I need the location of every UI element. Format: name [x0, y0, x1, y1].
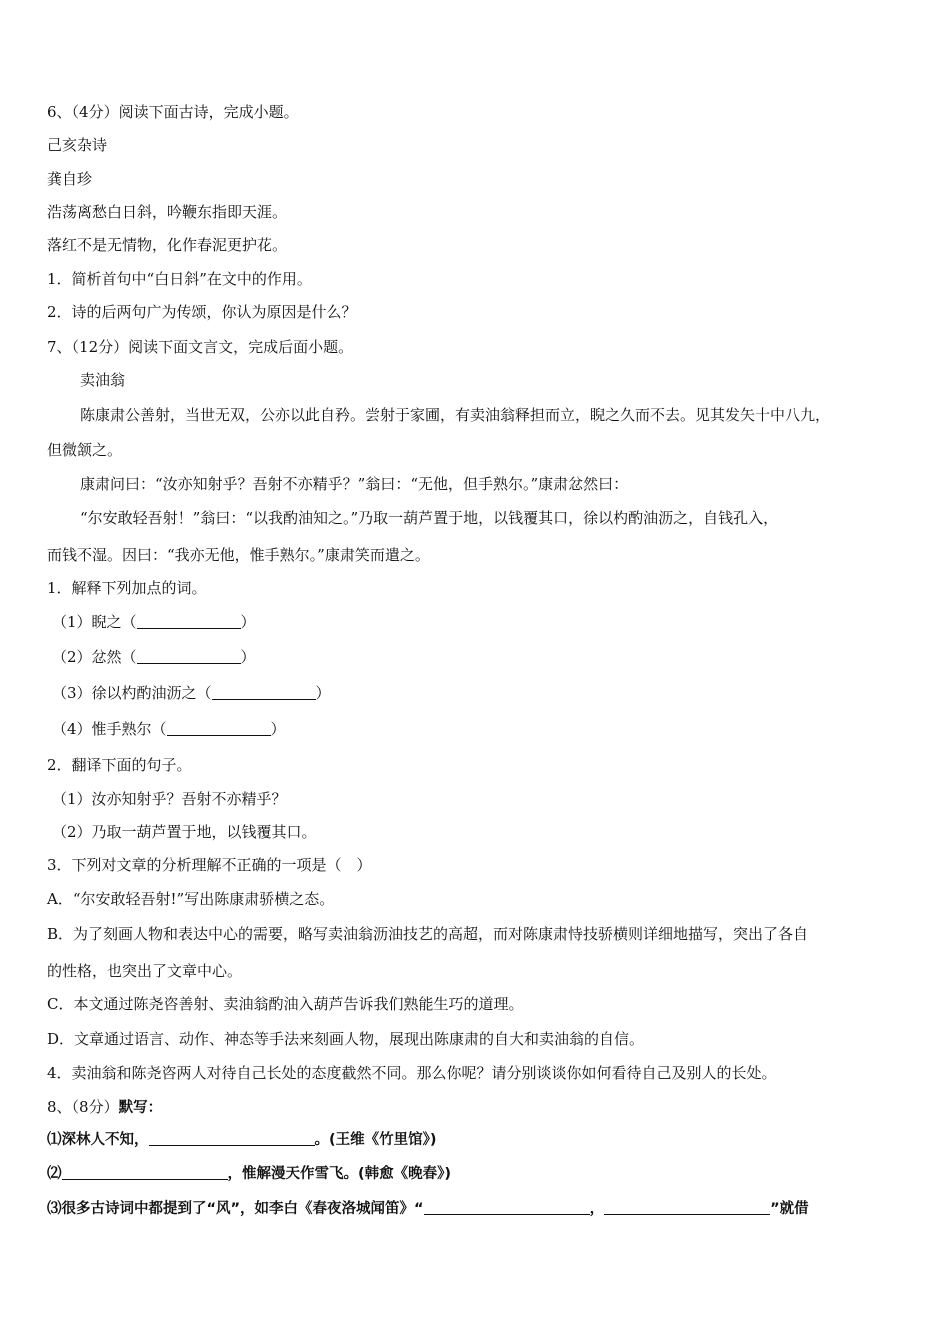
q8-header [47, 1097, 162, 1118]
vocab-item-text: （3）徐以杓酌油沥之（ [52, 684, 212, 702]
poem-title: 己亥杂诗 [47, 136, 108, 154]
vocab-item-close: ） [315, 684, 331, 702]
vocab-item-2 [52, 647, 256, 667]
q7-sub-4: 4．卖油翁和陈尧咨两人对待自己长处的态度截然不同。那么你呢？请分别谈谈你如何看待自己及别人的长处。 [47, 1064, 777, 1082]
answer-blank[interactable] [149, 1131, 315, 1146]
q6-sub-1: 1．简析首句中“白日斜”在文中的作用。 [47, 270, 312, 288]
answer-blank[interactable] [62, 1165, 228, 1180]
passage-para-2: 康肃问曰：“汝亦知射乎？吾射不亦精乎？”翁曰：“无他，但手熟尔。”康肃忿然曰： [80, 475, 629, 493]
vocab-item-text: （2）忿然（ [52, 648, 137, 666]
dictation-line-3 [47, 1199, 809, 1219]
passage-para-3b: 而钱不湿。因曰：“我亦无他，惟手熟尔。”康肃笑而遣之。 [47, 546, 430, 564]
poem-line-2: 落红不是无情物，化作春泥更护花。 [47, 236, 288, 254]
dictation-line-1 [47, 1130, 437, 1150]
dictation-text: ⑴深林人不知， [47, 1132, 149, 1148]
q6-sub-2: 2．诗的后两句广为传颂，你认为原因是什么？ [47, 303, 357, 321]
q6-header: 6、（4分）阅读下面古诗，完成小题。 [47, 103, 299, 121]
answer-blank[interactable] [167, 721, 271, 736]
dictation-text: 。(王维《竹里馆》) [314, 1132, 437, 1148]
vocab-item-close: ） [270, 720, 286, 738]
vocab-item-text: （1）睨之（ [52, 613, 137, 631]
passage-para-3a: “尔安敢轻吾射！”翁曰：“以我酌油知之。”乃取一葫芦置于地，以钱覆其口，徐以杓酌油沥之，自钱孔入， [80, 509, 779, 527]
q8-header-prefix: 8、（8分） [47, 1098, 119, 1116]
option-b-line-1: B．为了刻画人物和表达中心的需要，略写卖油翁沥油技艺的高超，而对陈康肃恃技骄横则详细地描写，突出了各自 [47, 925, 809, 943]
q7-sub-2: 2．翻译下面的句子。 [47, 756, 192, 774]
dictation-text: ⑵ [47, 1166, 62, 1182]
dictation-line-2 [47, 1164, 451, 1184]
dictation-text: ⑶很多古诗词中都提到了“风”，如李白《春夜洛城闻笛》“ [47, 1201, 424, 1217]
translate-item-2: （2）乃取一葫芦置于地，以钱覆其口。 [52, 823, 317, 841]
vocab-item-4 [52, 719, 286, 739]
translate-item-1: （1）汝亦知射乎？吾射不亦精乎？ [52, 790, 287, 808]
q7-sub-3: 3．下列对文章的分析理解不正确的一项是（ ） [47, 856, 372, 874]
vocab-item-1 [52, 612, 256, 632]
q8-header-bold: 默写： [118, 1100, 163, 1116]
answer-blank[interactable] [137, 614, 241, 629]
poem-line-1: 浩荡离愁白日斜，吟鞭东指即天涯。 [47, 203, 288, 221]
dictation-text: ，惟解漫天作雪飞。(韩愈《晚春》) [227, 1166, 452, 1182]
passage-para-1b: 但微颔之。 [47, 441, 123, 459]
passage-para-1a: 陈康肃公善射，当世无双，公亦以此自矜。尝射于家圃，有卖油翁释担而立，睨之久而不去。见其发矢十中八九， [80, 406, 831, 424]
option-d: D．文章通过语言、动作、神态等手法来刻画人物，展现出陈康肃的自大和卖油翁的自信。 [47, 1030, 645, 1048]
option-c: C．本文通过陈尧咨善射、卖油翁酌油入葫芦告诉我们熟能生巧的道理。 [47, 995, 524, 1013]
answer-blank[interactable] [137, 649, 241, 664]
poem-author: 龚自珍 [47, 170, 93, 188]
dictation-text: ， [589, 1201, 605, 1217]
option-a: A．“尔安敢轻吾射!”写出陈康肃骄横之态。 [47, 890, 335, 908]
passage-title: 卖油翁 [80, 371, 126, 389]
vocab-item-3 [52, 683, 331, 703]
answer-blank[interactable] [424, 1200, 590, 1215]
answer-blank[interactable] [212, 685, 316, 700]
dictation-text: ”就借 [770, 1201, 809, 1217]
q7-header: 7、（12分）阅读下面文言文，完成后面小题。 [47, 338, 354, 356]
answer-blank[interactable] [604, 1200, 770, 1215]
vocab-item-close: ） [240, 613, 256, 631]
option-b-line-2: 的性格，也突出了文章中心。 [47, 962, 243, 980]
q7-sub-1: 1．解释下列加点的词。 [47, 579, 207, 597]
vocab-item-text: （4）惟手熟尔（ [52, 720, 167, 738]
vocab-item-close: ） [240, 648, 256, 666]
